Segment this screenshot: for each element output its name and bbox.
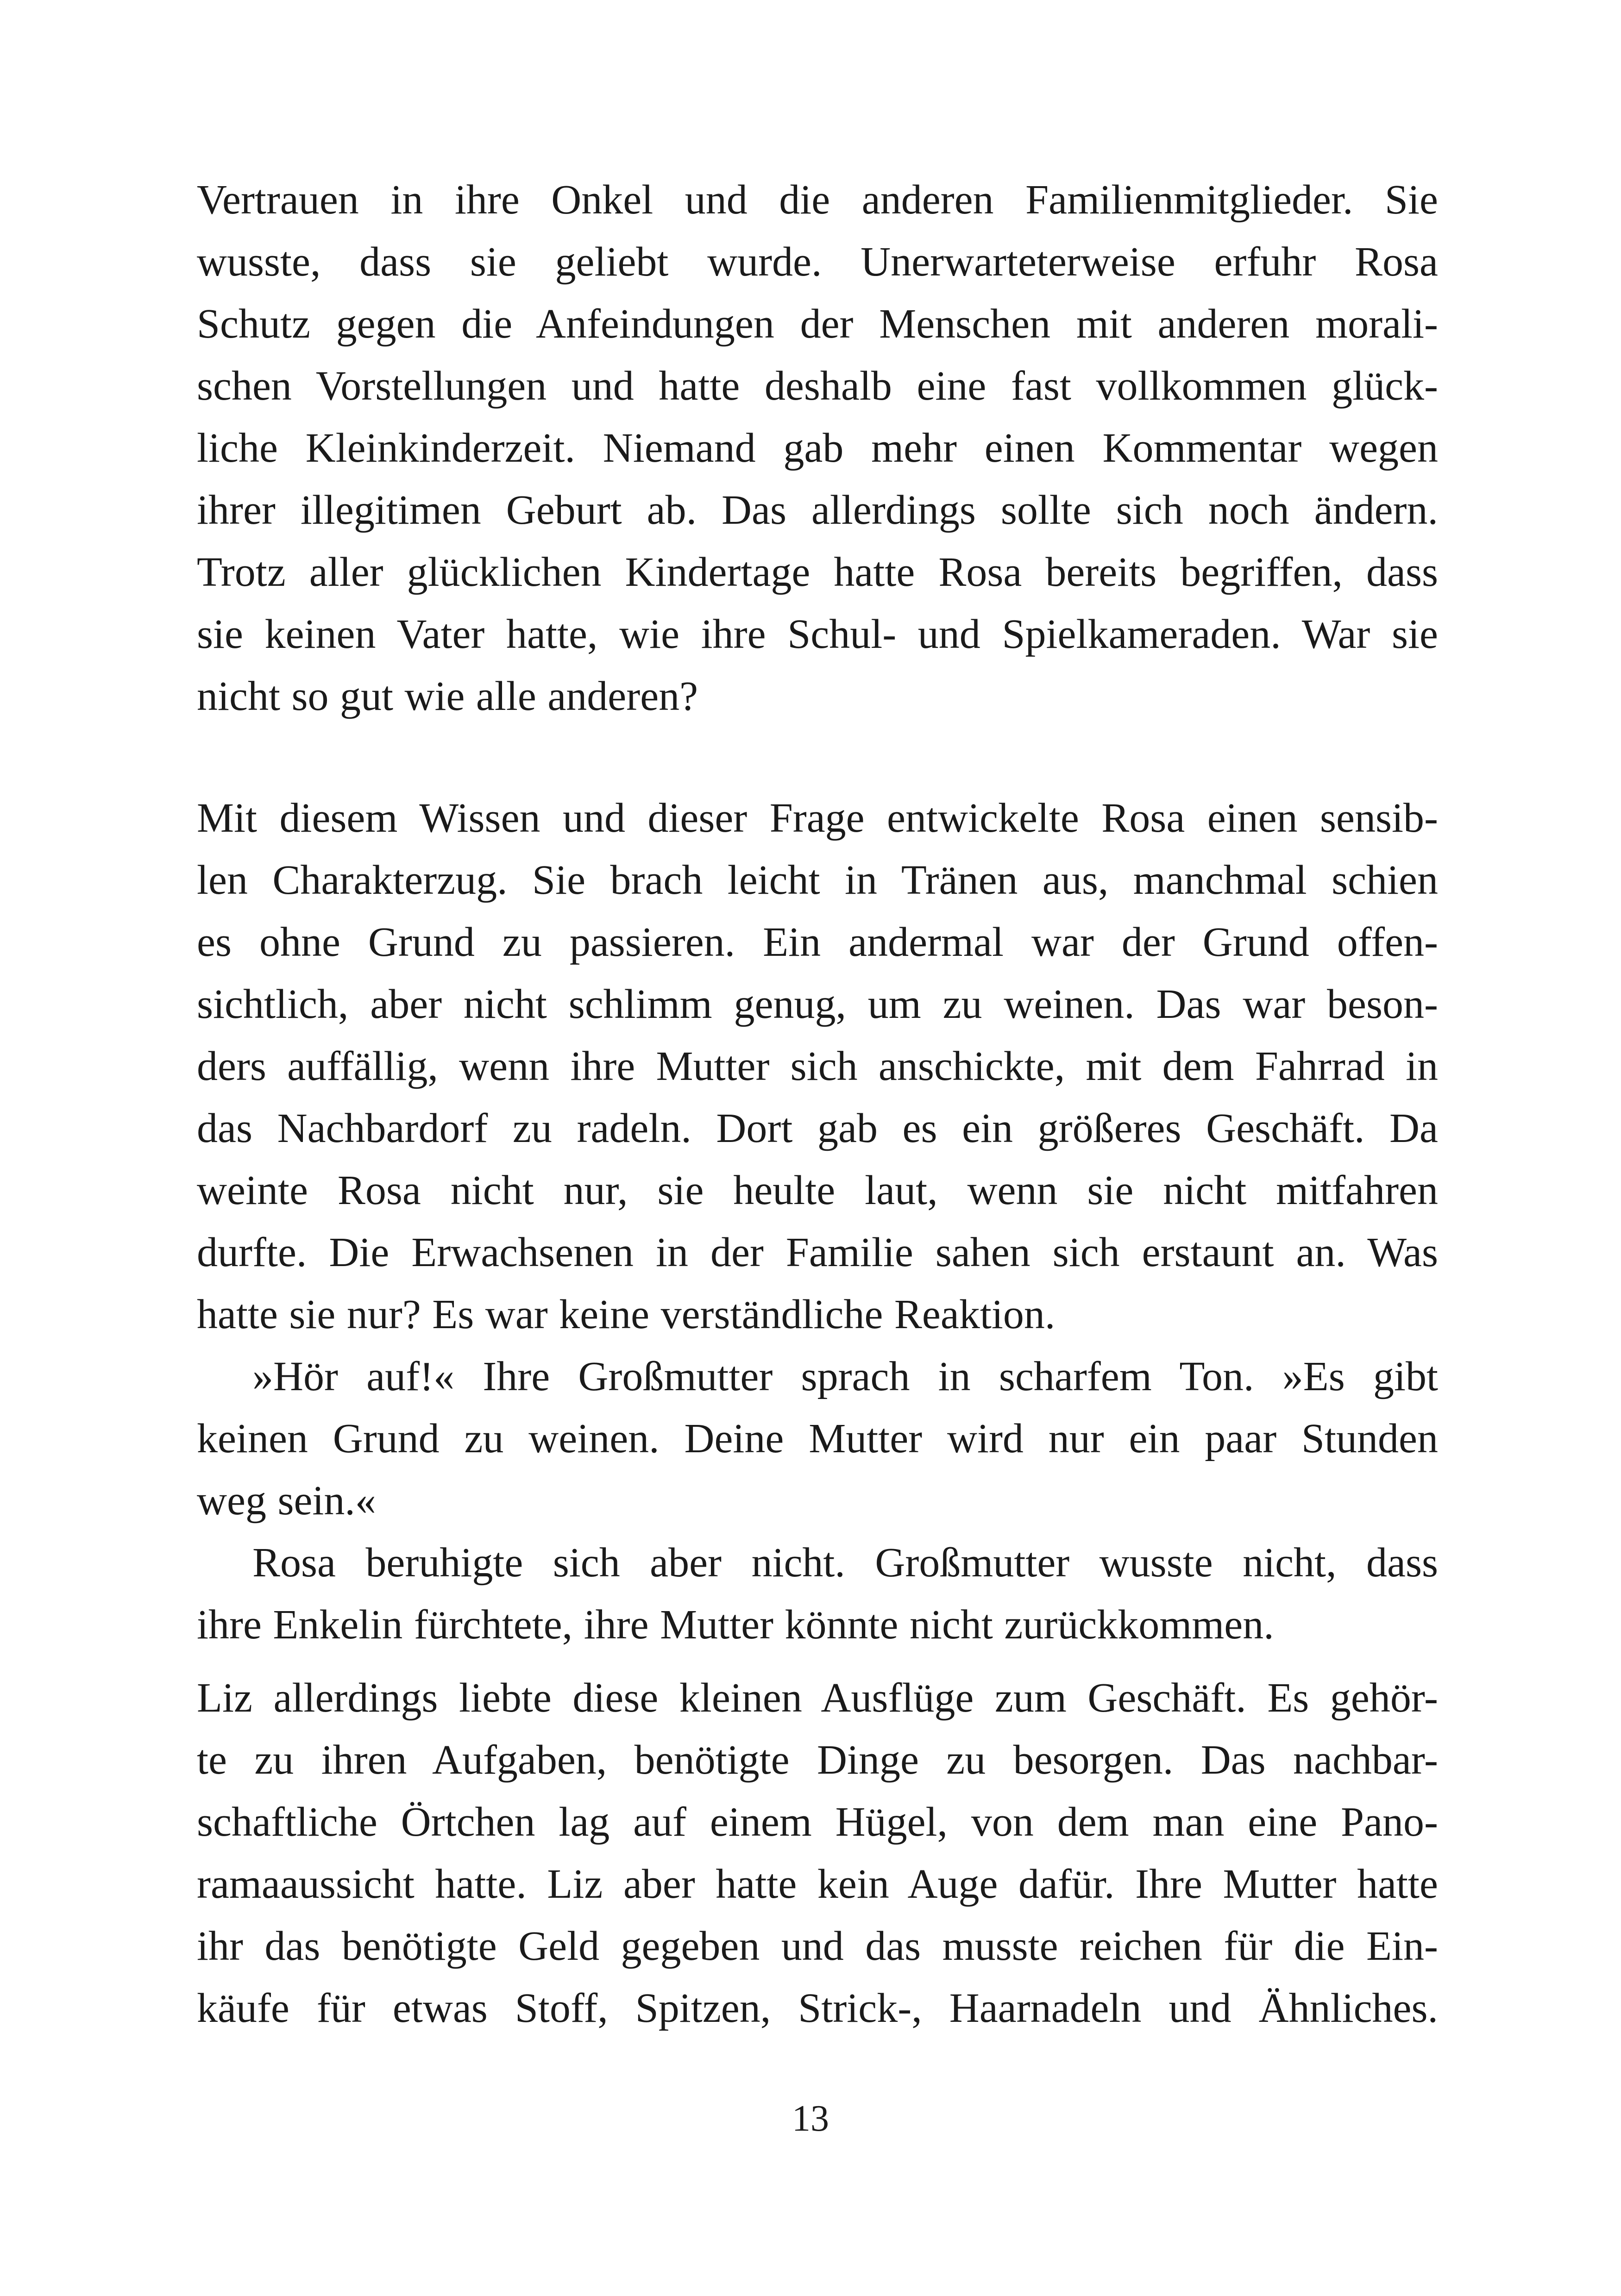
text-line: schaftliche Örtchen lag auf einem Hügel, von dem man eine Pano- (197, 1799, 1438, 1845)
text-line: len Charakterzug. Sie brach leicht in Tränen aus, manchmal schien (197, 857, 1438, 903)
paragraph-1 (197, 169, 1438, 728)
text-line: ders auffällig, wenn ihre Mutter sich anschickte, mit dem Fahrrad in (197, 1043, 1438, 1089)
text-line: keinen Grund zu weinen. Deine Mutter wird nur ein paar Stunden (197, 1416, 1438, 1462)
text-line: ihr das benötigte Geld gegeben und das musste reichen für die Ein- (197, 1923, 1438, 1969)
text-line: Liz allerdings liebte diese kleinen Ausflüge zum Geschäft. Es gehör- (197, 1675, 1438, 1721)
text-line: weinte Rosa nicht nur, sie heulte laut, wenn sie nicht mitfahren (197, 1167, 1438, 1213)
text-line: wusste, dass sie geliebt wurde. Unerwarteterweise erfuhr Rosa (197, 239, 1438, 285)
text-line: Rosa beruhigte sich aber nicht. Großmutter wusste nicht, dass (252, 1540, 1438, 1586)
text-line: liche Kleinkinderzeit. Niemand gab mehr einen Kommentar wegen (197, 425, 1438, 471)
text-line: weg sein.« (197, 1478, 376, 1524)
text-line: hatte sie nur? Es war keine verständliche Reaktion. (197, 1292, 1056, 1337)
text-line: käufe für etwas Stoff, Spitzen, Strick-, Haarnadeln und Ähnliches. (197, 1985, 1438, 2031)
paragraph-2 (197, 787, 1438, 1656)
text-line: ramaaussicht hatte. Liz aber hatte kein Auge dafür. Ihre Mutter hatte (197, 1861, 1438, 1907)
text-line: »Hör auf!« Ihre Großmutter sprach in scharfem Ton. »Es gibt (252, 1354, 1438, 1399)
text-line: durfte. Die Erwachsenen in der Familie sahen sich erstaunt an. Was (197, 1230, 1438, 1275)
text-line: te zu ihren Aufgaben, benötigte Dinge zu besorgen. Das nachbar- (197, 1737, 1438, 1783)
text-line: Vertrauen in ihre Onkel und die anderen Familienmitglieder. Sie (197, 177, 1438, 223)
text-line: ihrer illegitimen Geburt ab. Das allerdings sollte sich noch ändern. (197, 487, 1438, 533)
text-line: das Nachbardorf zu radeln. Dort gab es ein größeres Geschäft. Da (197, 1105, 1438, 1151)
text-line: nicht so gut wie alle anderen? (197, 673, 698, 719)
text-line: Mit diesem Wissen und dieser Frage entwickelte Rosa einen sensib- (197, 795, 1438, 841)
text-line: Schutz gegen die Anfeindungen der Menschen mit anderen morali- (197, 301, 1438, 347)
page-number: 13 (792, 2098, 829, 2139)
text-line: schen Vorstellungen und hatte deshalb eine fast vollkommen glück- (197, 363, 1438, 409)
text-line: sichtlich, aber nicht schlimm genug, um zu weinen. Das war beson- (197, 981, 1438, 1027)
paragraph-3 (197, 1667, 1438, 2039)
text-line: ihre Enkelin fürchtete, ihre Mutter könnte nicht zurückkommen. (197, 1602, 1274, 1648)
text-line: sie keinen Vater hatte, wie ihre Schul- und Spielkameraden. War sie (197, 611, 1438, 657)
text-line: Trotz aller glücklichen Kindertage hatte Rosa bereits begriffen, dass (197, 549, 1438, 595)
text-line: es ohne Grund zu passieren. Ein andermal war der Grund offen- (197, 919, 1438, 965)
